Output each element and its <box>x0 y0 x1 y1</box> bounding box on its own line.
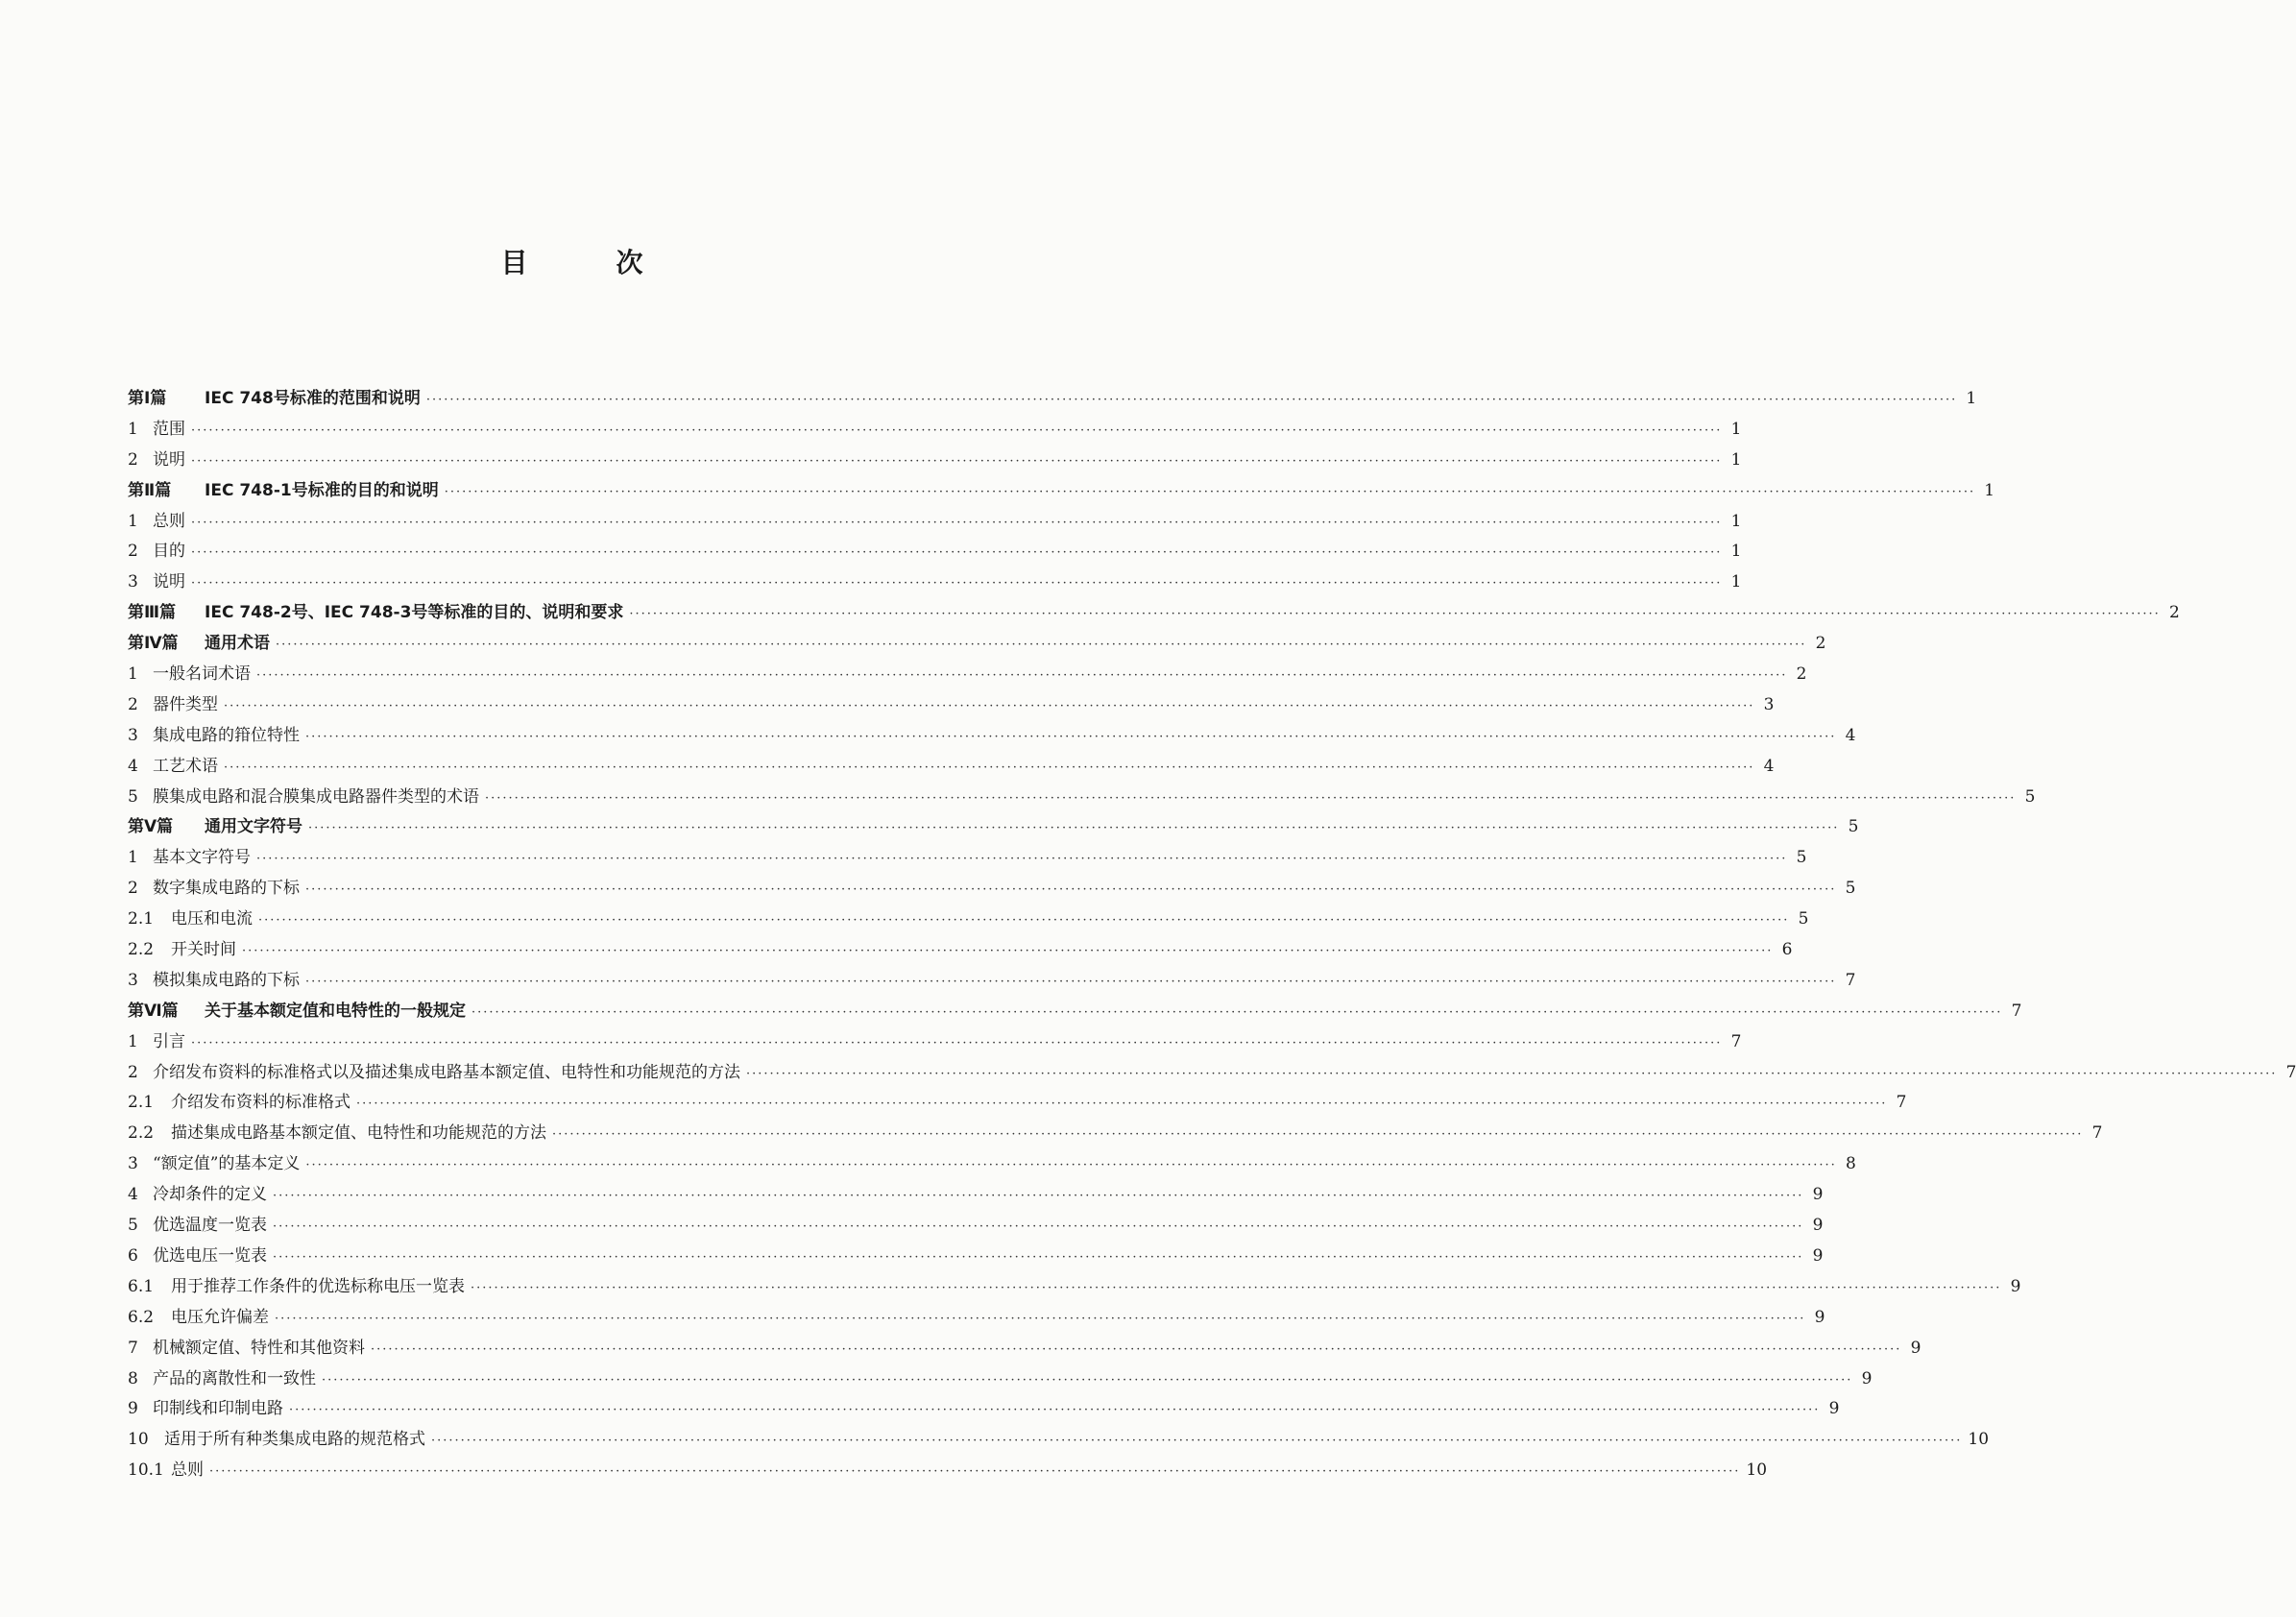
toc-number: 5 <box>128 1216 138 1236</box>
toc-title: 膜集成电路和混合膜集成电路器件类型的术语 <box>153 786 479 807</box>
table-of-contents <box>128 384 2296 1486</box>
toc-page-number: 6 <box>1781 940 1793 960</box>
toc-leader-dots: ···································································································································································································································································· <box>258 913 1790 929</box>
toc-entry[interactable] <box>128 1334 1921 1364</box>
toc-entry[interactable] <box>128 1180 1824 1211</box>
toc-page-number: 9 <box>1812 1245 1824 1266</box>
toc-page-number: 8 <box>1845 1154 1856 1174</box>
toc-title: 器件类型 <box>153 694 218 714</box>
toc-number: 第Ⅴ篇 <box>128 817 174 837</box>
toc-leader-dots: ···································································································································································································································································· <box>275 1311 1806 1326</box>
toc-number: 3 <box>128 725 138 745</box>
toc-leader-dots: ···································································································································································································································································· <box>431 1434 1963 1449</box>
toc-leader-dots: ···································································································································································································································································· <box>191 545 1723 561</box>
toc-title: 目的 <box>153 542 185 562</box>
toc-number: 2 <box>128 694 138 714</box>
toc-leader-dots: ···································································································································································································································································· <box>224 698 1755 713</box>
toc-leader-dots: ···································································································································································································································································· <box>289 1403 1821 1418</box>
toc-title: IEC 748-1号标准的目的和说明 <box>205 480 439 500</box>
toc-leader-dots: ···································································································································································································································································· <box>273 1189 1804 1204</box>
toc-number: 2.2 <box>128 940 155 960</box>
toc-page-number: 1 <box>1984 480 1995 500</box>
toc-number: 第Ⅱ篇 <box>128 480 172 500</box>
toc-leader-dots: ···································································································································································································································································· <box>322 1372 1853 1388</box>
toc-page-number: 1 <box>1730 419 1742 439</box>
toc-number: 2.1 <box>128 909 155 929</box>
toc-leader-dots: ···································································································································································································································································· <box>191 515 1723 530</box>
toc-page-number: 3 <box>1763 694 1775 714</box>
toc-number: 2 <box>128 1062 138 1082</box>
toc-page-number: 7 <box>1896 1093 1907 1113</box>
toc-title: 用于推荐工作条件的优选标称电压一览表 <box>171 1276 465 1296</box>
toc-title: 冷却条件的定义 <box>153 1185 267 1205</box>
toc-part-entry[interactable] <box>128 629 1826 660</box>
toc-entry[interactable] <box>128 935 1793 966</box>
toc-entry[interactable] <box>128 1088 1907 1119</box>
toc-page-number: 9 <box>1814 1307 1825 1327</box>
toc-entry[interactable] <box>128 905 1809 935</box>
toc-title: IEC 748号标准的范围和说明 <box>205 389 421 408</box>
toc-number: 1 <box>128 1031 138 1051</box>
toc-entry[interactable] <box>128 690 1775 721</box>
toc-page-number: 9 <box>1812 1185 1824 1205</box>
toc-leader-dots: ···································································································································································································································································· <box>256 668 1788 684</box>
toc-leader-dots: ···································································································································································································································································· <box>471 1280 2002 1295</box>
toc-page-number: 5 <box>1848 817 1859 837</box>
toc-title: 工艺术语 <box>153 756 218 776</box>
toc-title: 介绍发布资料的标准格式 <box>171 1093 350 1113</box>
toc-page-number: 7 <box>2011 1001 2022 1021</box>
title-char-2: 次 <box>616 247 643 278</box>
toc-title: 描述集成电路基本额定值、电特性和功能规范的方法 <box>171 1123 546 1144</box>
toc-page-number: 9 <box>1828 1399 1840 1419</box>
toc-title: 优选温度一览表 <box>153 1216 267 1236</box>
toc-leader-dots: ···································································································································································································································································· <box>305 729 1837 744</box>
toc-entry[interactable] <box>128 1149 1856 1180</box>
toc-number: 4 <box>128 1185 138 1205</box>
toc-leader-dots: ···································································································································································································································································· <box>629 607 2161 622</box>
toc-entry[interactable] <box>128 1364 1873 1395</box>
toc-leader-dots: ···································································································································································································································································· <box>191 453 1723 469</box>
toc-title: 适用于所有种类集成电路的规范格式 <box>164 1430 425 1450</box>
toc-title: 通用术语 <box>205 634 270 654</box>
toc-page-number: 4 <box>1763 756 1775 776</box>
toc-leader-dots: ···································································································································································································································································· <box>191 422 1723 438</box>
toc-number: 第Ⅵ篇 <box>128 1001 179 1021</box>
toc-number: 6.1 <box>128 1276 155 1296</box>
toc-page-number: 1 <box>1730 449 1742 470</box>
toc-title: 范围 <box>153 419 185 439</box>
toc-title: 数字集成电路的下标 <box>153 879 300 899</box>
toc-entry[interactable] <box>128 1119 2103 1149</box>
toc-number: 第Ⅳ篇 <box>128 634 179 654</box>
toc-title: 说明 <box>153 449 185 470</box>
page-title <box>0 242 1144 280</box>
toc-number: 10.1 <box>128 1460 164 1481</box>
toc-leader-dots: ···································································································································································································································································· <box>471 1004 2003 1020</box>
toc-number: 3 <box>128 970 138 990</box>
toc-leader-dots: ···································································································································································································································································· <box>191 1035 1723 1050</box>
toc-page-number: 1 <box>1730 542 1742 562</box>
toc-entry[interactable] <box>128 1303 1825 1334</box>
toc-entry[interactable] <box>128 874 1856 905</box>
toc-page-number: 2 <box>1815 634 1826 654</box>
toc-leader-dots: ···································································································································································································································································· <box>305 1158 1837 1173</box>
toc-entry[interactable] <box>128 1027 1742 1058</box>
toc-number: 第Ⅲ篇 <box>128 603 177 623</box>
toc-page-number: 5 <box>1798 909 1809 929</box>
toc-title: 机械额定值、特性和其他资料 <box>153 1338 365 1358</box>
toc-number: 5 <box>128 786 138 807</box>
toc-page-number: 1 <box>1966 389 1977 408</box>
toc-page-number: 9 <box>1861 1368 1873 1388</box>
toc-number: 1 <box>128 664 138 685</box>
toc-title: 印制线和印制电路 <box>153 1399 283 1419</box>
toc-title: 介绍发布资料的标准格式以及描述集成电路基本额定值、电特性和功能规范的方法 <box>153 1062 740 1082</box>
toc-number: 4 <box>128 756 138 776</box>
title-char-1: 目 <box>500 247 528 278</box>
toc-number: 2.2 <box>128 1123 155 1144</box>
toc-title: 集成电路的箝位特性 <box>153 725 300 745</box>
toc-entry[interactable] <box>128 1058 2296 1089</box>
toc-entry[interactable] <box>128 721 1856 752</box>
toc-page-number: 9 <box>1910 1338 1921 1358</box>
toc-leader-dots: ···································································································································································································································································· <box>191 576 1723 591</box>
toc-entry[interactable] <box>128 537 1742 567</box>
toc-leader-dots: ···································································································································································································································································· <box>425 393 1958 407</box>
toc-number: 6.2 <box>128 1307 155 1327</box>
toc-page-number: 1 <box>1730 572 1742 592</box>
toc-leader-dots: ···································································································································································································································································· <box>209 1464 1741 1480</box>
toc-part-entry[interactable] <box>128 384 1977 415</box>
toc-title: 基本文字符号 <box>153 848 251 868</box>
toc-title: 关于基本额定值和电特性的一般规定 <box>205 1001 466 1021</box>
toc-leader-dots: ···································································································································································································································································· <box>305 882 1837 898</box>
toc-title: 开关时间 <box>171 940 236 960</box>
toc-page-number: 4 <box>1845 725 1856 745</box>
toc-leader-dots: ···································································································································································································································································· <box>273 1219 1804 1235</box>
toc-leader-dots: ···································································································································································································································································· <box>485 790 2017 806</box>
toc-part-entry[interactable] <box>128 997 2022 1027</box>
toc-leader-dots: ···································································································································································································································································· <box>256 852 1788 867</box>
toc-title: 引言 <box>153 1031 185 1051</box>
toc-leader-dots: ···································································································································································································································································· <box>273 1249 1804 1265</box>
toc-number: 2.1 <box>128 1093 155 1113</box>
toc-title: 产品的离散性和一致性 <box>153 1368 316 1388</box>
toc-title: 说明 <box>153 572 185 592</box>
toc-title: 电压和电流 <box>171 909 253 929</box>
toc-entry[interactable] <box>128 415 1742 446</box>
toc-entry[interactable] <box>128 660 1807 690</box>
toc-number: 第Ⅰ篇 <box>128 389 167 408</box>
toc-number: 8 <box>128 1368 138 1388</box>
toc-leader-dots: ···································································································································································································································································· <box>552 1127 2084 1143</box>
toc-title: IEC 748-2号、IEC 748-3号等标准的目的、说明和要求 <box>205 603 624 623</box>
toc-page-number: 9 <box>2010 1276 2021 1296</box>
toc-page-number: 2 <box>1796 664 1807 685</box>
toc-leader-dots: ···································································································································································································································································· <box>356 1097 1888 1112</box>
toc-entry[interactable] <box>128 1211 1824 1242</box>
toc-entry[interactable] <box>128 752 1775 783</box>
toc-page-number: 9 <box>1812 1216 1824 1236</box>
toc-entry[interactable] <box>128 843 1807 874</box>
toc-entry[interactable] <box>128 1456 1768 1486</box>
toc-number: 6 <box>128 1245 138 1266</box>
toc-page-number: 7 <box>1730 1031 1742 1051</box>
toc-part-entry[interactable] <box>128 812 1859 843</box>
toc-title: 通用文字符号 <box>205 817 302 837</box>
toc-page-number: 5 <box>2024 786 2036 807</box>
toc-title: 优选电压一览表 <box>153 1245 267 1266</box>
toc-leader-dots: ···································································································································································································································································· <box>746 1066 2278 1081</box>
toc-leader-dots: ···································································································································································································································································· <box>276 638 1807 653</box>
toc-page-number: 10 <box>1968 1430 1990 1450</box>
toc-page-number: 1 <box>1730 511 1742 531</box>
toc-number: 3 <box>128 1154 138 1174</box>
toc-leader-dots: ···································································································································································································································································· <box>242 944 1774 959</box>
toc-leader-dots: ···································································································································································································································································· <box>308 821 1840 836</box>
toc-page-number: 7 <box>1845 970 1856 990</box>
toc-title: 电压允许偏差 <box>171 1307 269 1327</box>
toc-number: 9 <box>128 1399 138 1419</box>
toc-page-number: 7 <box>2091 1123 2103 1144</box>
toc-entry[interactable] <box>128 1242 1824 1272</box>
toc-entry[interactable] <box>128 1425 1990 1456</box>
toc-number: 3 <box>128 572 138 592</box>
toc-entry[interactable] <box>128 567 1742 598</box>
toc-entry[interactable] <box>128 1272 2021 1303</box>
toc-part-entry[interactable] <box>128 598 2180 629</box>
toc-page-number: 2 <box>2168 603 2180 623</box>
toc-leader-dots: ···································································································································································································································································· <box>224 760 1755 775</box>
toc-part-entry[interactable] <box>128 476 1995 507</box>
toc-entry[interactable] <box>128 507 1742 538</box>
toc-page-number: 10 <box>1746 1460 1768 1481</box>
toc-number: 2 <box>128 449 138 470</box>
toc-title: 总则 <box>153 511 185 531</box>
toc-number: 1 <box>128 848 138 868</box>
toc-page-number: 5 <box>1845 879 1856 899</box>
toc-page-number: 5 <box>1796 848 1807 868</box>
toc-title: “额定值”的基本定义 <box>153 1154 301 1174</box>
toc-entry[interactable] <box>128 446 1742 476</box>
toc-title: 一般名词术语 <box>153 664 251 685</box>
toc-entry[interactable] <box>128 783 2036 813</box>
toc-leader-dots: ···································································································································································································································································· <box>305 974 1837 989</box>
toc-number: 10 <box>128 1430 149 1450</box>
toc-title: 模拟集成电路的下标 <box>153 970 300 990</box>
toc-title: 总则 <box>171 1460 204 1481</box>
toc-page-number: 7 <box>2285 1062 2296 1082</box>
toc-number: 2 <box>128 542 138 562</box>
toc-entry[interactable] <box>128 966 1856 997</box>
toc-entry[interactable] <box>128 1394 1840 1425</box>
toc-leader-dots: ···································································································································································································································································· <box>444 484 1976 499</box>
toc-number: 1 <box>128 511 138 531</box>
toc-number: 1 <box>128 419 138 439</box>
toc-number: 2 <box>128 879 138 899</box>
toc-number: 7 <box>128 1338 138 1358</box>
toc-leader-dots: ···································································································································································································································································· <box>371 1341 1902 1357</box>
